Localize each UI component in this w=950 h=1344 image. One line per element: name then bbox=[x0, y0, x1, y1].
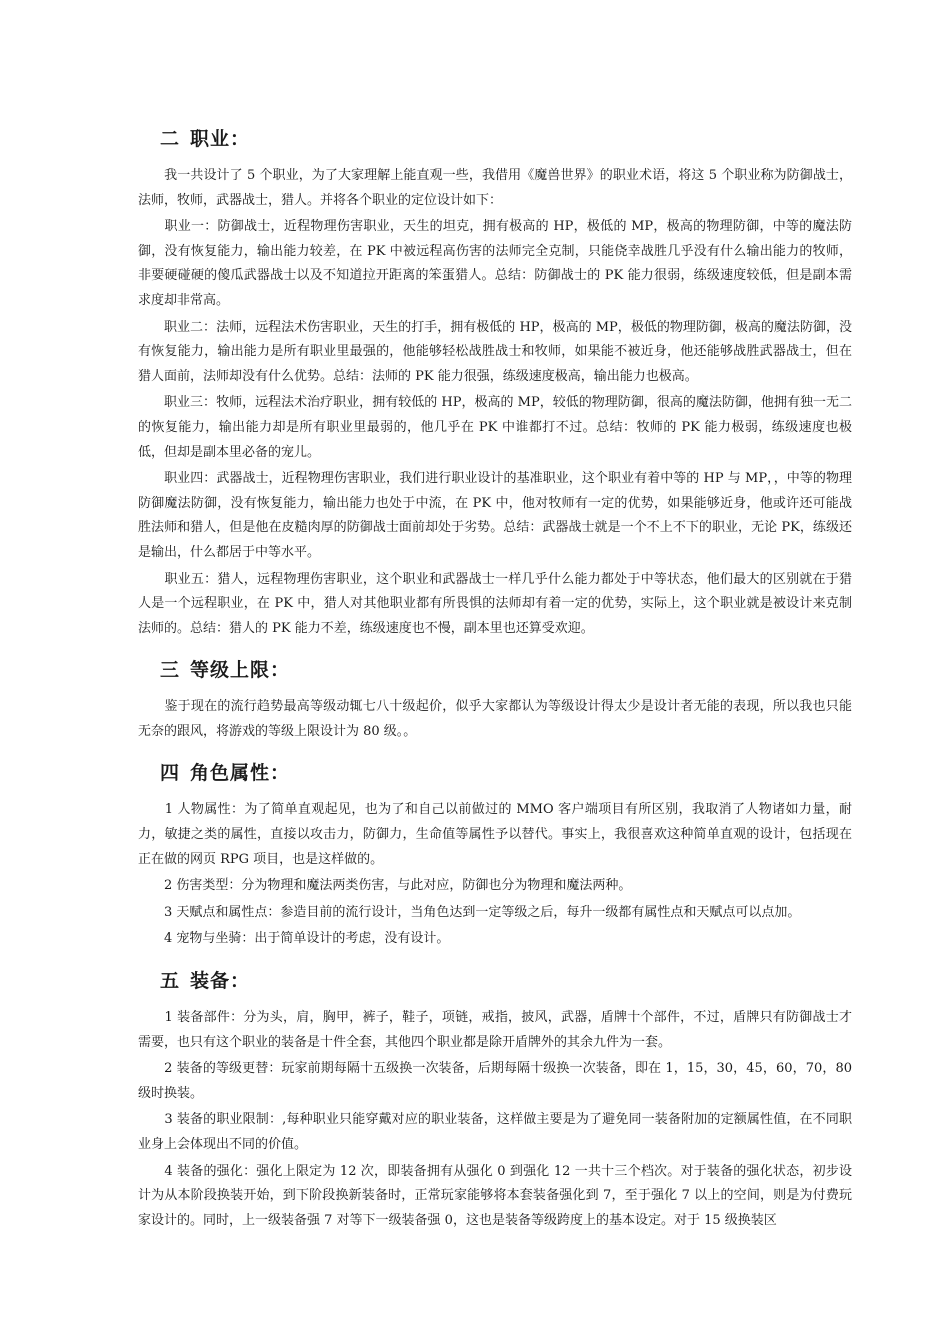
paragraph: 1 人物属性：为了简单直观起见，也为了和自己以前做过的 MMO 客户端项目有所区别，我取消了人物诸如力量，耐力，敏捷之类的属性，直接以攻击力，防御力，生命值等属性予以替代。事实上，我很喜欢这种简单直观的设计，包括现在正在做的网页 RPG 项目，也是这样做的。 bbox=[138, 802, 852, 867]
section-title: 装备： bbox=[190, 970, 251, 993]
section-character-attributes bbox=[138, 760, 852, 952]
paragraph: 3 装备的职业限制：,每种职业只能穿戴对应的职业装备，这样做主要是为了避免同一装备附加的定额属性值，在不同职业身上会体现出不同的价值。 bbox=[138, 1112, 852, 1152]
paragraph: 鉴于现在的流行趋势最高等级动辄七八十级起价，似乎大家都认为等级设计得太少是设计者无能的表现，所以我也只能无奈的跟风，将游戏的等级上限设计为 80 级。。 bbox=[138, 699, 852, 739]
paragraph: 职业五：猎人，远程物理伤害职业，这个职业和武器战士一样几乎什么能力都处于中等状态，他们最大的区别就在于猎人是一个远程职业，在 PK 中，猎人对其他职业都有所畏惧的法师却有着一定的优势，实际上，这个职业就是被设计来克制法师的。总结：猎人的 PK 能力不差，练级速度也不慢，副本里也还算受欢迎。 bbox=[138, 571, 852, 636]
document-body bbox=[138, 126, 852, 1235]
section-number: 二 bbox=[160, 128, 181, 150]
section-level-cap bbox=[138, 657, 852, 744]
section-heading bbox=[160, 760, 852, 786]
paragraph: 职业二：法师，远程法术伤害职业，天生的打手，拥有极低的 HP，极高的 MP，极低的物理防御，极高的魔法防御，没有恢复能力，输出能力是所有职业里最强的，他能够轻松战胜战士和牧师，如果能不被近身，他还能够战胜武器战士，但在猎人面前，法师却没有什么优势。总结：法师的 PK 能力很强，练级速度极高，输出能力也极高。 bbox=[138, 319, 852, 384]
section-title: 角色属性： bbox=[190, 762, 291, 785]
paragraph: 职业一：防御战士，近程物理伤害职业，天生的坦克，拥有极高的 HP，极低的 MP，极高的物理防御，中等的魔法防御，没有恢复能力，输出能力较差，在 PK 中被远程高伤害的法师完全克制，只能侥幸战胜几乎没有什么输出能力的牧师，非要硬碰硬的傻瓜武器战士以及不知道拉开距离的笨蛋猎人。总结：防御战士的 PK 能力很弱，练级速度较低，但是副本需求度却非常高。 bbox=[138, 219, 852, 308]
section-title: 职业： bbox=[190, 128, 251, 150]
paragraph: 职业四：武器战士，近程物理伤害职业，我们进行职业设计的基准职业，这个职业有着中等的 HP 与 MP，，中等的物理防御魔法防御，没有恢复能力，输出能力也处于中流，在 PK 中，他对牧师有一定的优势，如果能够近身，他或许还可能战胜法师和猎人，但是他在皮糙肉厚的防御战士面前却处于劣势。总结：武器战士就是一个不上不下的职业，无论 PK，练级还是输出，什么都居于中等水平。 bbox=[138, 471, 852, 560]
section-professions bbox=[138, 126, 852, 641]
section-heading bbox=[160, 968, 852, 994]
paragraph: 职业三：牧师，远程法术治疗职业，拥有较低的 HP，极高的 MP，较低的物理防御，很高的魔法防御，他拥有独一无二的恢复能力，输出能力却是所有职业里最弱的，他几乎在 PK 中谁都打不过。总结：牧师的 PK 能力极弱，练级速度也极低，但却是副本里必备的宠儿。 bbox=[138, 395, 852, 460]
section-title: 等级上限： bbox=[190, 659, 291, 682]
paragraph: 3 天赋点和属性点：参造目前的流行设计，当角色达到一定等级之后，每升一级都有属性点和天赋点可以点加。 bbox=[138, 904, 801, 920]
section-number: 三 bbox=[160, 659, 181, 682]
section-equipment bbox=[138, 968, 852, 1233]
section-heading bbox=[160, 126, 852, 152]
paragraph: 2 伤害类型：分为物理和魔法两类伤害，与此对应，防御也分为物理和魔法两种。 bbox=[138, 878, 632, 894]
section-number: 四 bbox=[160, 762, 181, 785]
paragraph: 4 宠物与坐骑：出于简单设计的考虑，没有设计。 bbox=[138, 931, 450, 947]
section-number: 五 bbox=[160, 970, 181, 993]
section-heading bbox=[160, 657, 852, 683]
paragraph: 我一共设计了 5 个职业，为了大家理解上能直观一些，我借用《魔兽世界》的职业术语，将这 5 个职业称为防御战士，法师，牧师，武器战士，猎人。并将各个职业的定位设计如下： bbox=[138, 168, 852, 208]
paragraph: 1 装备部件：分为头，肩，胸甲，裤子，鞋子，项链，戒指，披风，武器，盾牌十个部件，不过，盾牌只有防御战士才需要，也只有这个职业的装备是十件全套，其他四个职业都是除开盾牌外的其余九件为一套。 bbox=[138, 1010, 852, 1050]
paragraph: 4 装备的强化：强化上限定为 12 次，即装备拥有从强化 0 到强化 12 一共十三个档次。对于装备的强化状态，初步设计为从本阶段换装开始，到下阶段换新装备时，正常玩家能够将本套装备强化到 7，至于强化 7 以上的空间，则是为付费玩家设计的。同时，上一级装备强 7 对等下一级装备强 0，这也是装备等级跨度上的基本设定。对于 15 级换装区 bbox=[138, 1163, 852, 1228]
paragraph: 2 装备的等级更替：玩家前期每隔十五级换一次装备，后期每隔十级换一次装备，即在 1，15，30，45，60，70，80 级时换装。 bbox=[138, 1061, 852, 1101]
